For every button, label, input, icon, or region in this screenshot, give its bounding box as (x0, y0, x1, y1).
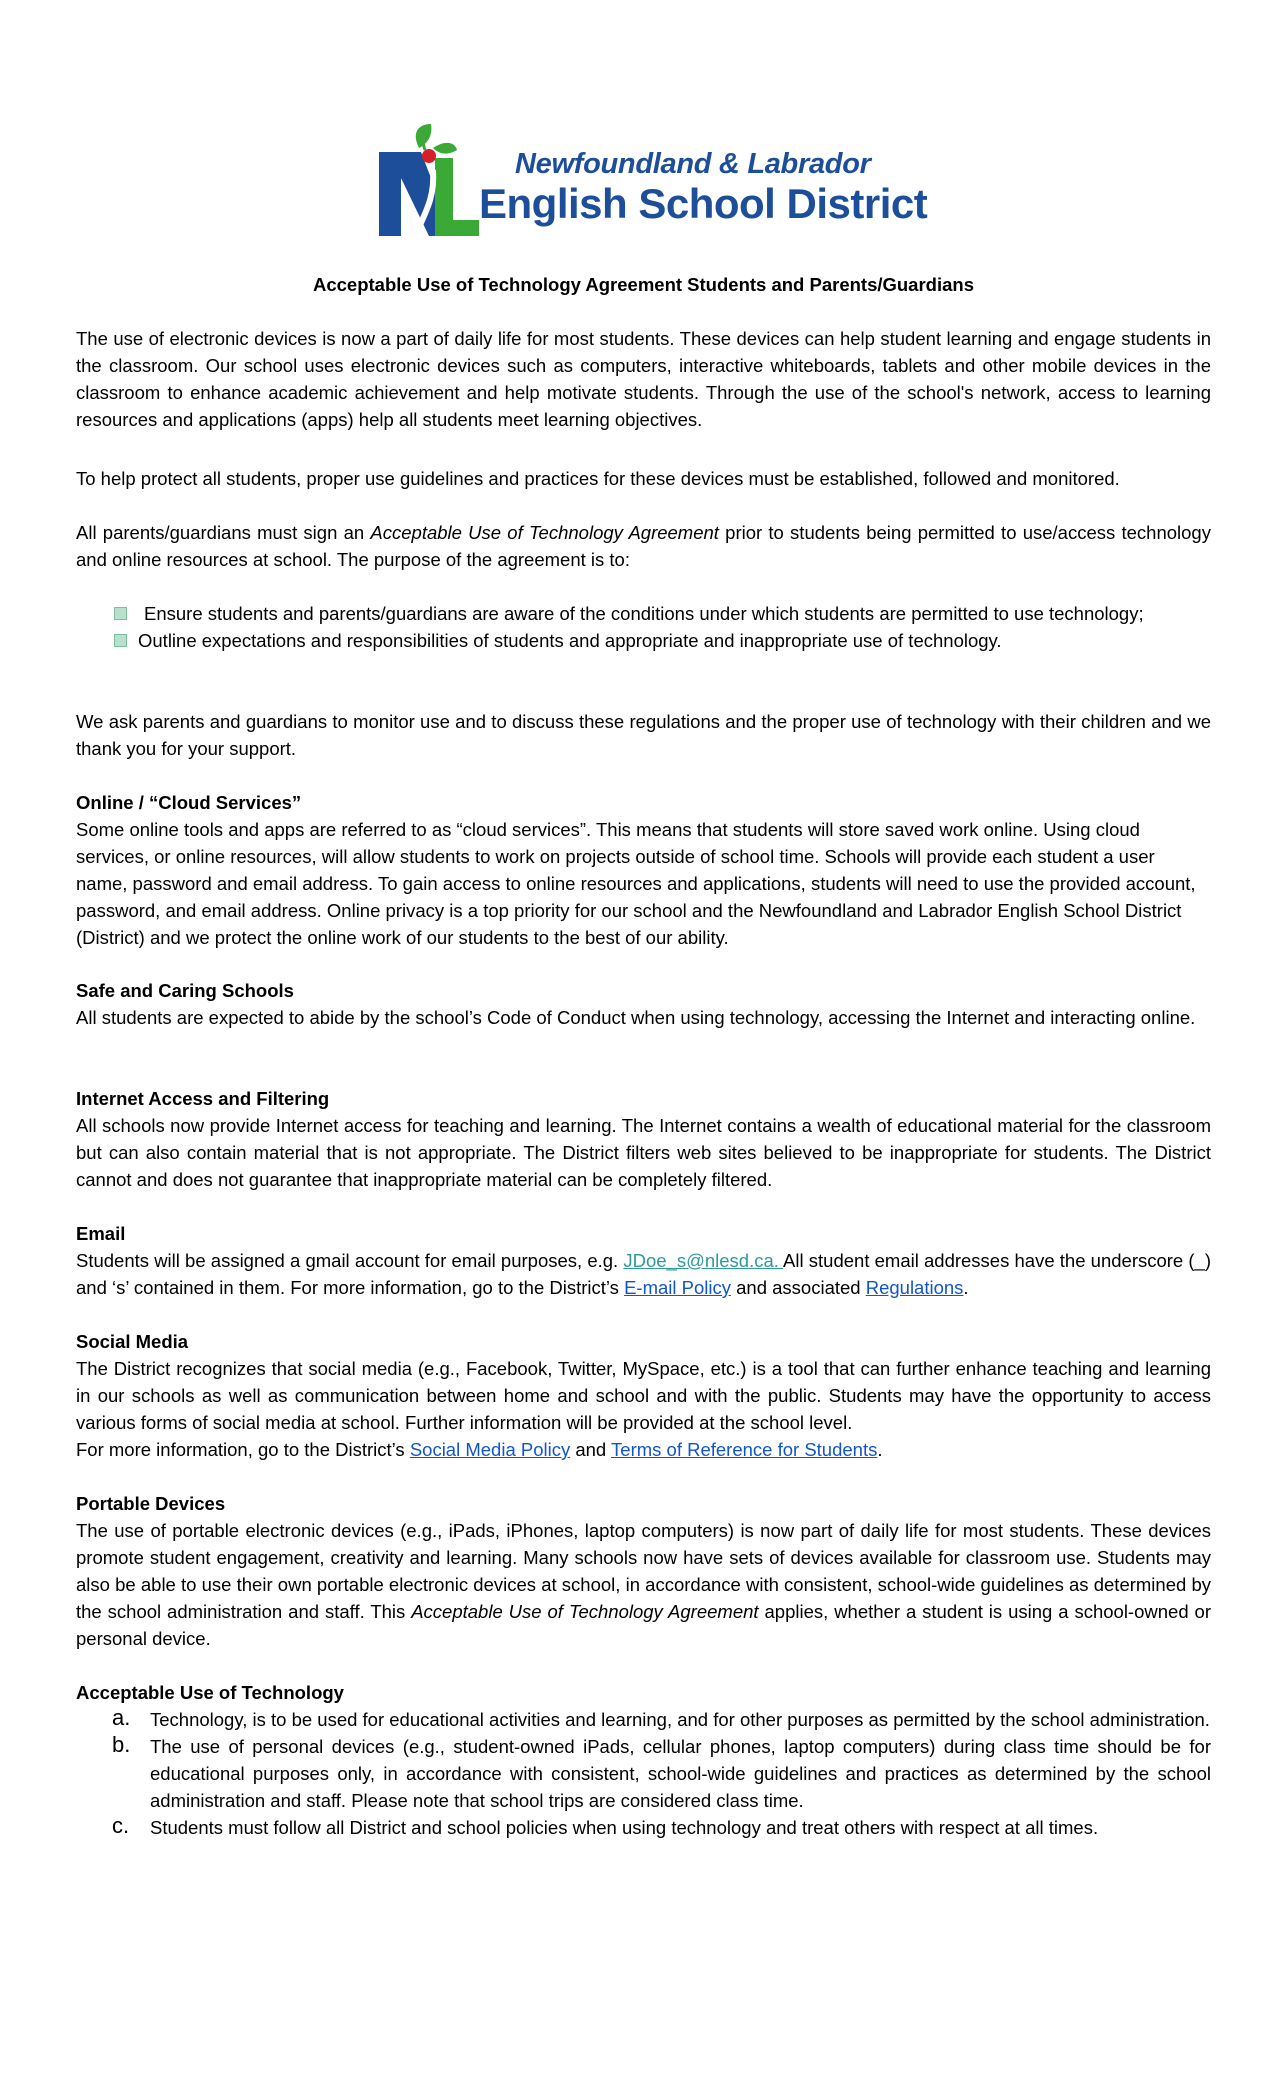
section-portable-devices (76, 1490, 1211, 1652)
section-body: The use of portable electronic devices (e.g., iPads, iPhones, laptop computers) is now part of daily life for most students. These devices promote student engagement, creativity and learning. Many schools now have sets of devices available for classroom use. Students may also be able to use their own portable electronic devices at school, in accordance with consistent, school-wide guidelines as determined by the school administration and staff. This Acceptable Use of Technology Agreement applies, whether a student is using a school-owned or personal device. (76, 1520, 1211, 1649)
logo-line-2: English School District (479, 180, 928, 227)
section-heading: Acceptable Use of Technology (76, 1682, 344, 1703)
section-safe-caring (76, 977, 1211, 1031)
bullet-square-icon (114, 607, 127, 620)
section-social-media (76, 1328, 1211, 1463)
regulations-link[interactable]: Regulations (865, 1277, 964, 1298)
list-item: c. Students must follow all District and school policies when using technology and treat others with respect at all times. (112, 1813, 1099, 1838)
section-internet-filtering (76, 1085, 1211, 1193)
section-body: Some online tools and apps are referred to as “cloud services”. This means that students will store saved work online. Using cloud services, or online resources, will allow students to work on projects outside of school time. Schools will provide each student a user name, password and email address. To gain access to online resources and applications, students will need to use the provided account, password, and email address. Online privacy is a top priority for our school and the Newfoundland and Labrador English School District (District) and we protect the online work of our students to the best of our ability. (76, 819, 1196, 948)
section-heading: Email (76, 1223, 126, 1244)
list-item: Ensure students and parents/guardians are aware of the conditions under which students are permitted to use technology; (76, 600, 1211, 627)
intro-paragraph-1: The use of electronic devices is now a part of daily life for most students. These devices can help student learning and engage students in the classroom. Our school uses electronic devices such as computers, interactive whiteboards, tablets and other mobile devices in the classroom to enhance academic achievement and help motivate students. Through the use of the school's network, access to learning resources and applications (apps) help all students meet learning objectives. (76, 328, 1211, 430)
section-heading: Online / “Cloud Services” (76, 792, 302, 813)
section-body: All students are expected to abide by the school’s Code of Conduct when using technology, accessing the Internet and interacting online. (76, 1007, 1196, 1028)
section-heading: Internet Access and Filtering (76, 1088, 330, 1109)
section-heading: Portable Devices (76, 1493, 226, 1514)
list-item: a. Technology, is to be used for educational activities and learning, and for other purposes as permitted by the school administration. (112, 1705, 1210, 1730)
section-more-info: For more information, go to the District’s Social Media Policy and Terms of Reference for Students. (76, 1439, 883, 1460)
section-cloud-services (76, 789, 1211, 951)
email-policy-link[interactable]: E-mail Policy (624, 1277, 731, 1298)
terms-of-reference-link[interactable]: Terms of Reference for Students (611, 1439, 878, 1460)
list-item: Outline expectations and responsibilities of students and appropriate and inappropriate use of technology. (76, 627, 1211, 654)
section-email (76, 1220, 1211, 1301)
district-logo (375, 118, 928, 240)
list-marker: b. (112, 1732, 131, 1757)
intro-paragraph-4: We ask parents and guardians to monitor use and to discuss these regulations and the proper use of technology with their children and we thank you for your support. (76, 711, 1211, 759)
social-media-policy-link[interactable]: Social Media Policy (409, 1439, 571, 1460)
section-heading: Safe and Caring Schools (76, 980, 294, 1001)
document-title: Acceptable Use of Technology Agreement Students and Parents/Guardians (312, 274, 974, 295)
list-marker: c. (112, 1813, 130, 1838)
agreement-name: Acceptable Use of Technology Agreement (370, 522, 719, 543)
section-acceptable-use (76, 1679, 1211, 1841)
bullet-square-icon (114, 634, 127, 647)
intro-paragraph-3: All parents/guardians must sign an Acceptable Use of Technology Agreement prior to students being permitted to use/access technology and online resources at school. The purpose of the agreement is to: (76, 522, 1211, 570)
example-email-link[interactable]: JDoe_s@nlesd.ca. (623, 1250, 784, 1271)
section-body: All schools now provide Internet access for teaching and learning. The Internet contains a wealth of educational material for the classroom but can also contain material that is not appropriate. The District filters web sites believed to be inappropriate for students. The District cannot and does not guarantee that inappropriate material can be completely filtered. (76, 1115, 1211, 1190)
section-body: The District recognizes that social media (e.g., Facebook, Twitter, MySpace, etc.) is a tool that can further enhance teaching and learning in our schools as well as communication between home and school and with the public. Students may have the opportunity to access various forms of social media at school. Further information will be provided at the school level. (76, 1358, 1211, 1433)
section-heading: Social Media (76, 1331, 189, 1352)
section-body: Students will be assigned a gmail account for email purposes, e.g. JDoe_s@nlesd.ca. All student email addresses have the underscore (_) and ‘s’ contained in them. For more information, go to the District’s E-mail Policy and associated Regulations. (76, 1250, 1211, 1298)
list-marker: a. (112, 1705, 131, 1730)
purpose-list (76, 600, 1211, 654)
list-item: b. The use of personal devices (e.g., student-owned iPads, cellular phones, laptop computers) during class time should be for educational purposes only, in accordance with consistent, school-wide guidelines and practices as determined by the school administration and staff. Please note that school trips are considered class time. (112, 1732, 1211, 1811)
intro-paragraph-2: To help protect all students, proper use guidelines and practices for these devices must be established, followed and monitored. (76, 468, 1120, 489)
logo-line-1: Newfoundland & Labrador (515, 148, 871, 180)
